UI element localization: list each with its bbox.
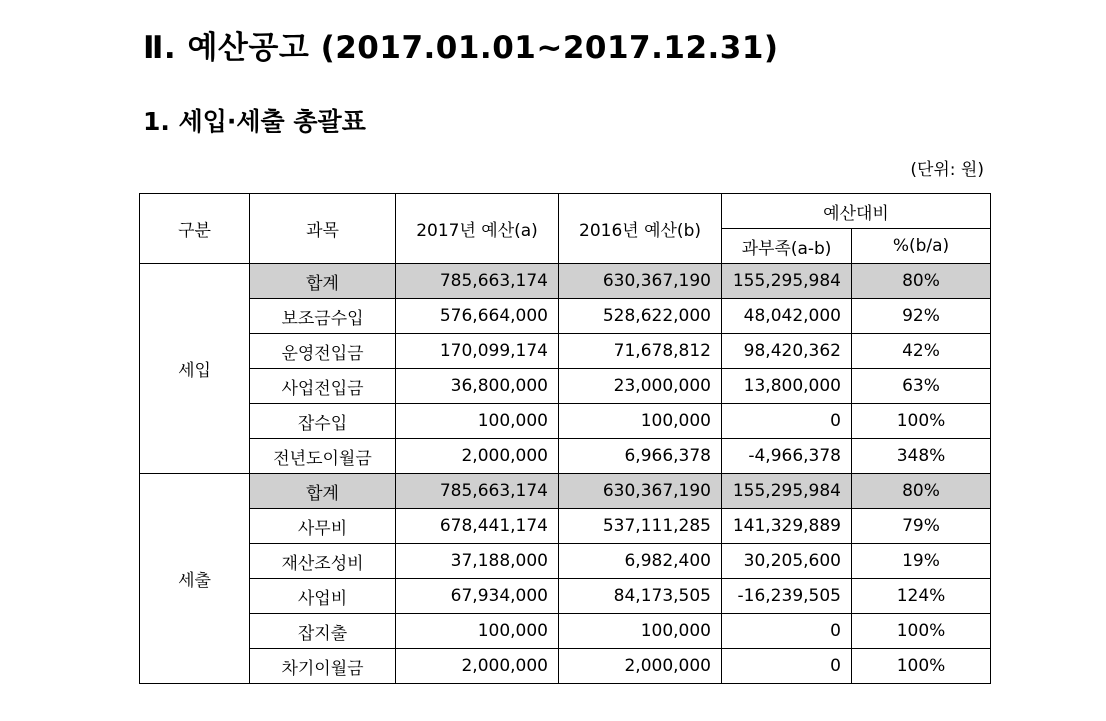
header-category: 구분 [140,194,250,264]
ratio-cell: 80% [852,264,991,299]
diff-cell: 30,205,600 [722,544,852,579]
budget-2016-cell: 71,678,812 [559,334,722,369]
diff-cell: 155,295,984 [722,264,852,299]
budget-2017-cell: 67,934,000 [396,579,559,614]
budget-2017-cell: 170,099,174 [396,334,559,369]
budget-2016-cell: 630,367,190 [559,474,722,509]
header-budget-2016: 2016년 예산(b) [559,194,722,264]
item-name-cell: 운영전입금 [250,334,396,369]
diff-cell: 13,800,000 [722,369,852,404]
item-name-cell: 합계 [250,264,396,299]
ratio-cell: 42% [852,334,991,369]
ratio-cell: 92% [852,299,991,334]
diff-cell: 0 [722,614,852,649]
item-name-cell: 사업전입금 [250,369,396,404]
ratio-cell: 80% [852,474,991,509]
budget-2016-cell: 537,111,285 [559,509,722,544]
header-budget-2017: 2017년 예산(a) [396,194,559,264]
budget-2016-cell: 100,000 [559,614,722,649]
header-item: 과목 [250,194,396,264]
item-name-cell: 사업비 [250,579,396,614]
group-label: 세입 [140,264,250,474]
budget-2017-cell: 785,663,174 [396,264,559,299]
unit-note: (단위: 원) [910,160,984,180]
diff-cell: 141,329,889 [722,509,852,544]
budget-2017-cell: 2,000,000 [396,649,559,684]
item-name-cell: 전년도이월금 [250,439,396,474]
ratio-cell: 100% [852,649,991,684]
header-ratio: %(b/a) [852,229,991,264]
table-row [140,404,991,439]
budget-2016-cell: 84,173,505 [559,579,722,614]
diff-cell: 48,042,000 [722,299,852,334]
table-row [140,369,991,404]
section-title: 1. 세입·세출 총괄표 [143,107,366,136]
budget-2017-cell: 576,664,000 [396,299,559,334]
diff-cell: 0 [722,404,852,439]
budget-2017-cell: 37,188,000 [396,544,559,579]
table-row [140,544,991,579]
budget-2016-cell: 2,000,000 [559,649,722,684]
header-diff: 과부족(a-b) [722,229,852,264]
item-name-cell: 잡수입 [250,404,396,439]
diff-cell: -4,966,378 [722,439,852,474]
budget-2016-cell: 6,966,378 [559,439,722,474]
budget-2016-cell: 6,982,400 [559,544,722,579]
item-name-cell: 합계 [250,474,396,509]
item-name-cell: 재산조성비 [250,544,396,579]
ratio-cell: 124% [852,579,991,614]
budget-summary-table [139,193,991,684]
ratio-cell: 100% [852,404,991,439]
diff-cell: 155,295,984 [722,474,852,509]
budget-2017-cell: 785,663,174 [396,474,559,509]
header-row [140,194,991,229]
ratio-cell: 63% [852,369,991,404]
item-name-cell: 잡지출 [250,614,396,649]
table-row [140,509,991,544]
budget-2017-cell: 2,000,000 [396,439,559,474]
budget-2016-cell: 528,622,000 [559,299,722,334]
item-name-cell: 사무비 [250,509,396,544]
table-body [140,194,991,684]
ratio-cell: 348% [852,439,991,474]
table-row [140,439,991,474]
item-name-cell: 보조금수입 [250,299,396,334]
table-row [140,649,991,684]
header-comparison: 예산대비 [722,194,991,229]
table-total-row [140,264,991,299]
ratio-cell: 79% [852,509,991,544]
budget-2016-cell: 630,367,190 [559,264,722,299]
budget-2016-cell: 100,000 [559,404,722,439]
budget-2017-cell: 678,441,174 [396,509,559,544]
diff-cell: -16,239,505 [722,579,852,614]
diff-cell: 98,420,362 [722,334,852,369]
table-total-row [140,474,991,509]
item-name-cell: 차기이월금 [250,649,396,684]
diff-cell: 0 [722,649,852,684]
table-row [140,334,991,369]
table-row [140,579,991,614]
group-label: 세출 [140,474,250,684]
budget-2017-cell: 36,800,000 [396,369,559,404]
ratio-cell: 100% [852,614,991,649]
table-row [140,614,991,649]
budget-2017-cell: 100,000 [396,404,559,439]
budget-2016-cell: 23,000,000 [559,369,722,404]
budget-2017-cell: 100,000 [396,614,559,649]
page-title: Ⅱ. 예산공고 (2017.01.01~2017.12.31) [143,30,779,66]
table-row [140,299,991,334]
ratio-cell: 19% [852,544,991,579]
